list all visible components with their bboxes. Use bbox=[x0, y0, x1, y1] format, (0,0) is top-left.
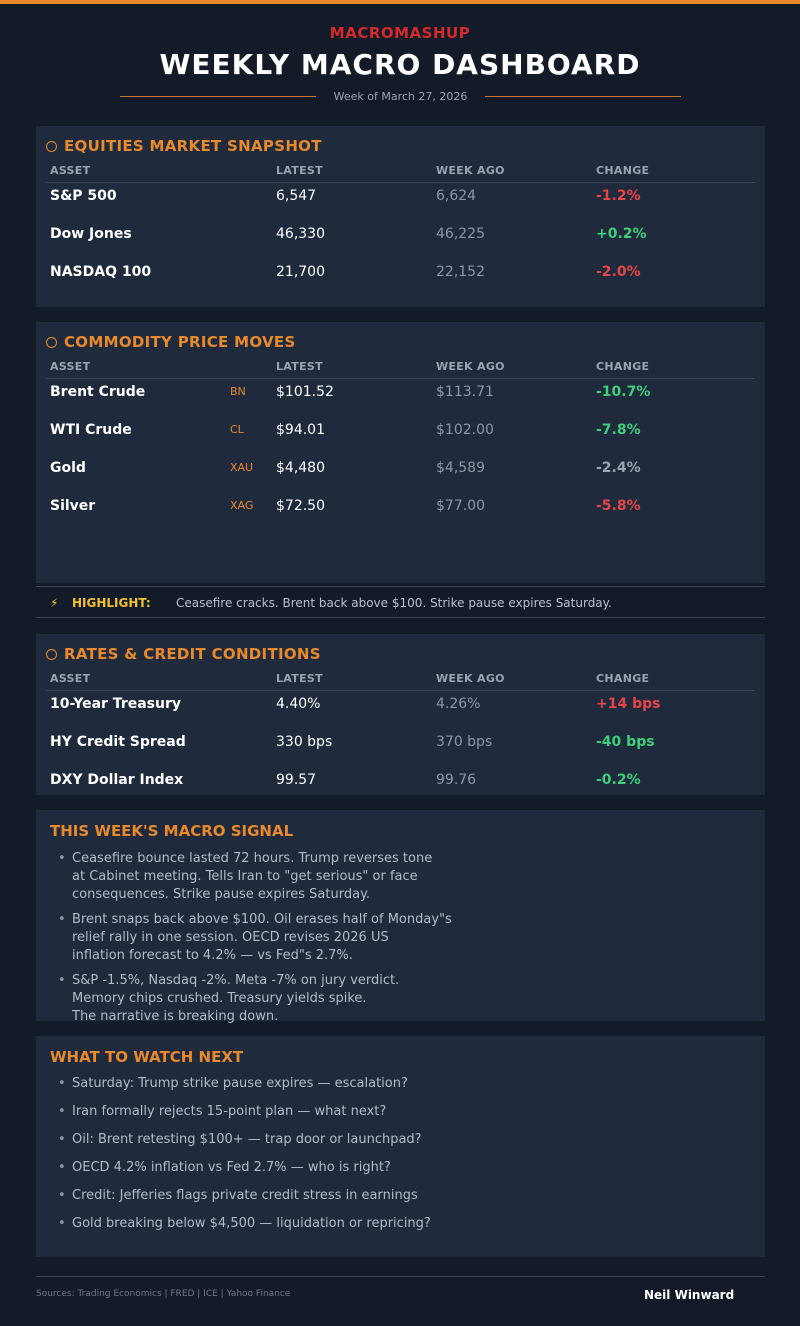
author-name: Neil Winward bbox=[644, 1288, 735, 1302]
col-week-ago: WEEK AGO bbox=[436, 672, 505, 685]
asset-name: NASDAQ 100 bbox=[50, 264, 152, 280]
item-line: Memory chips crushed. Treasury yields spike. bbox=[72, 991, 367, 1006]
latest-value: 6,547 bbox=[276, 188, 317, 204]
brand-name: MACROMASHUP bbox=[329, 24, 471, 42]
change-value: +14 bps bbox=[596, 696, 661, 712]
week-ago-value: $102.00 bbox=[436, 422, 494, 438]
table-row bbox=[36, 262, 765, 282]
col-asset: ASSET bbox=[50, 360, 91, 373]
asset-name: WTI Crude bbox=[50, 422, 132, 438]
change-value: -2.4% bbox=[596, 460, 641, 476]
col-latest: LATEST bbox=[276, 164, 323, 177]
latest-value: 46,330 bbox=[276, 226, 325, 242]
week-ago-value: $113.71 bbox=[436, 384, 494, 400]
change-value: -40 bps bbox=[596, 734, 655, 750]
list-item bbox=[58, 911, 452, 965]
commodities-card bbox=[36, 322, 765, 583]
week-ago-value: 370 bps bbox=[436, 734, 493, 750]
item-line: at Cabinet meeting. Tells Iran to "get serious" or face bbox=[72, 869, 418, 884]
page-title: WEEKLY MACRO DASHBOARD bbox=[159, 48, 641, 81]
ticker-symbol: BN bbox=[230, 385, 246, 398]
table-row bbox=[36, 694, 765, 714]
header-divider bbox=[46, 182, 755, 183]
highlight-text: Ceasefire cracks. Brent back above $100. Strike pause expires Saturday. bbox=[176, 596, 612, 610]
header-divider bbox=[46, 690, 755, 691]
list-item: • Iran formally rejects 15-point plan — what next? bbox=[58, 1103, 431, 1121]
item-line: The narrative is breaking down. bbox=[72, 1009, 279, 1024]
latest-value: $94.01 bbox=[276, 422, 325, 438]
change-value: -5.8% bbox=[596, 498, 641, 514]
asset-name: Dow Jones bbox=[50, 226, 132, 242]
table-row bbox=[36, 224, 765, 244]
rates-card bbox=[36, 634, 765, 795]
date-row bbox=[120, 88, 681, 104]
table-row bbox=[36, 420, 765, 440]
change-value: -10.7% bbox=[596, 384, 651, 400]
change-value: -0.2% bbox=[596, 772, 641, 788]
ticker-symbol: XAG bbox=[230, 499, 254, 512]
sources-text: Sources: Trading Economics | FRED | ICE | Yahoo Finance bbox=[36, 1289, 291, 1299]
commodities-title-text: COMMODITY PRICE MOVES bbox=[64, 333, 296, 351]
week-date: Week of March 27, 2026 bbox=[333, 89, 468, 103]
latest-value: 21,700 bbox=[276, 264, 325, 280]
col-asset: ASSET bbox=[50, 164, 91, 177]
watch-next-card bbox=[36, 1036, 765, 1257]
col-change: CHANGE bbox=[596, 360, 650, 373]
lightning-icon: ⚡ bbox=[50, 596, 59, 610]
week-ago-value: $77.00 bbox=[436, 498, 485, 514]
rates-title bbox=[46, 645, 321, 663]
week-ago-value: 46,225 bbox=[436, 226, 485, 242]
circle-icon bbox=[46, 141, 57, 152]
col-latest: LATEST bbox=[276, 360, 323, 373]
latest-value: $4,480 bbox=[276, 460, 325, 476]
highlight-label: HIGHLIGHT: bbox=[72, 596, 151, 610]
table-row bbox=[36, 770, 765, 790]
asset-name: Silver bbox=[50, 498, 96, 514]
list-item: • Gold breaking below $4,500 — liquidation or repricing? bbox=[58, 1215, 431, 1233]
week-ago-value: $4,589 bbox=[436, 460, 485, 476]
ticker-symbol: XAU bbox=[230, 461, 254, 474]
top-accent-bar bbox=[0, 0, 800, 4]
change-value: +0.2% bbox=[596, 226, 647, 242]
col-latest: LATEST bbox=[276, 672, 323, 685]
macro-signal-list bbox=[58, 850, 452, 1026]
item-line: consequences. Strike pause expires Saturday. bbox=[72, 887, 371, 902]
divider-right bbox=[485, 96, 681, 97]
list-item bbox=[58, 850, 452, 904]
item-line: • Brent snaps back above $100. Oil erases half of Monday"s bbox=[72, 912, 452, 927]
col-asset: ASSET bbox=[50, 672, 91, 685]
list-item bbox=[58, 972, 452, 1026]
equities-title-text: EQUITIES MARKET SNAPSHOT bbox=[64, 137, 322, 155]
col-change: CHANGE bbox=[596, 164, 650, 177]
rates-title-text: RATES & CREDIT CONDITIONS bbox=[64, 645, 321, 663]
item-line: inflation forecast to 4.2% — vs Fed"s 2.7%. bbox=[72, 948, 353, 963]
col-week-ago: WEEK AGO bbox=[436, 164, 505, 177]
list-item: • Oil: Brent retesting $100+ — trap door or launchpad? bbox=[58, 1131, 431, 1149]
latest-value: 4.40% bbox=[276, 696, 321, 712]
week-ago-value: 6,624 bbox=[436, 188, 477, 204]
table-row bbox=[36, 458, 765, 478]
item-line: • Ceasefire bounce lasted 72 hours. Trump reverses tone bbox=[72, 851, 433, 866]
circle-icon bbox=[46, 649, 57, 660]
header-divider bbox=[46, 378, 755, 379]
footer-divider bbox=[36, 1276, 765, 1277]
table-row bbox=[36, 186, 765, 206]
macro-signal-title: THIS WEEK'S MACRO SIGNAL bbox=[50, 822, 294, 840]
col-change: CHANGE bbox=[596, 672, 650, 685]
table-row bbox=[36, 732, 765, 752]
col-week-ago: WEEK AGO bbox=[436, 360, 505, 373]
circle-icon bbox=[46, 337, 57, 348]
macro-signal-card bbox=[36, 810, 765, 1024]
latest-value: 330 bps bbox=[276, 734, 333, 750]
latest-value: 99.57 bbox=[276, 772, 317, 788]
week-ago-value: 22,152 bbox=[436, 264, 485, 280]
asset-name: HY Credit Spread bbox=[50, 734, 186, 750]
list-item: • OECD 4.2% inflation vs Fed 2.7% — who is right? bbox=[58, 1159, 431, 1177]
highlight-banner bbox=[36, 586, 765, 618]
asset-name: DXY Dollar Index bbox=[50, 772, 184, 788]
change-value: -1.2% bbox=[596, 188, 641, 204]
change-value: -2.0% bbox=[596, 264, 641, 280]
list-item: • Saturday: Trump strike pause expires — escalation? bbox=[58, 1075, 431, 1093]
list-item: • Credit: Jefferies flags private credit stress in earnings bbox=[58, 1187, 431, 1205]
table-row bbox=[36, 496, 765, 516]
divider-left bbox=[120, 96, 316, 97]
asset-name: 10-Year Treasury bbox=[50, 696, 181, 712]
change-value: -7.8% bbox=[596, 422, 641, 438]
week-ago-value: 99.76 bbox=[436, 772, 477, 788]
equities-title bbox=[46, 137, 322, 155]
latest-value: $101.52 bbox=[276, 384, 334, 400]
latest-value: $72.50 bbox=[276, 498, 325, 514]
asset-name: Brent Crude bbox=[50, 384, 146, 400]
asset-name: S&P 500 bbox=[50, 188, 117, 204]
watch-next-list bbox=[58, 1075, 431, 1233]
item-line: • S&P -1.5%, Nasdaq -2%. Meta -7% on jury verdict. bbox=[72, 973, 400, 988]
commodities-title bbox=[46, 333, 296, 351]
ticker-symbol: CL bbox=[230, 423, 244, 436]
watch-next-title: WHAT TO WATCH NEXT bbox=[50, 1048, 244, 1066]
equities-card bbox=[36, 126, 765, 307]
asset-name: Gold bbox=[50, 460, 86, 476]
item-line: relief rally in one session. OECD revises 2026 US bbox=[72, 930, 389, 945]
table-row bbox=[36, 382, 765, 402]
week-ago-value: 4.26% bbox=[436, 696, 481, 712]
